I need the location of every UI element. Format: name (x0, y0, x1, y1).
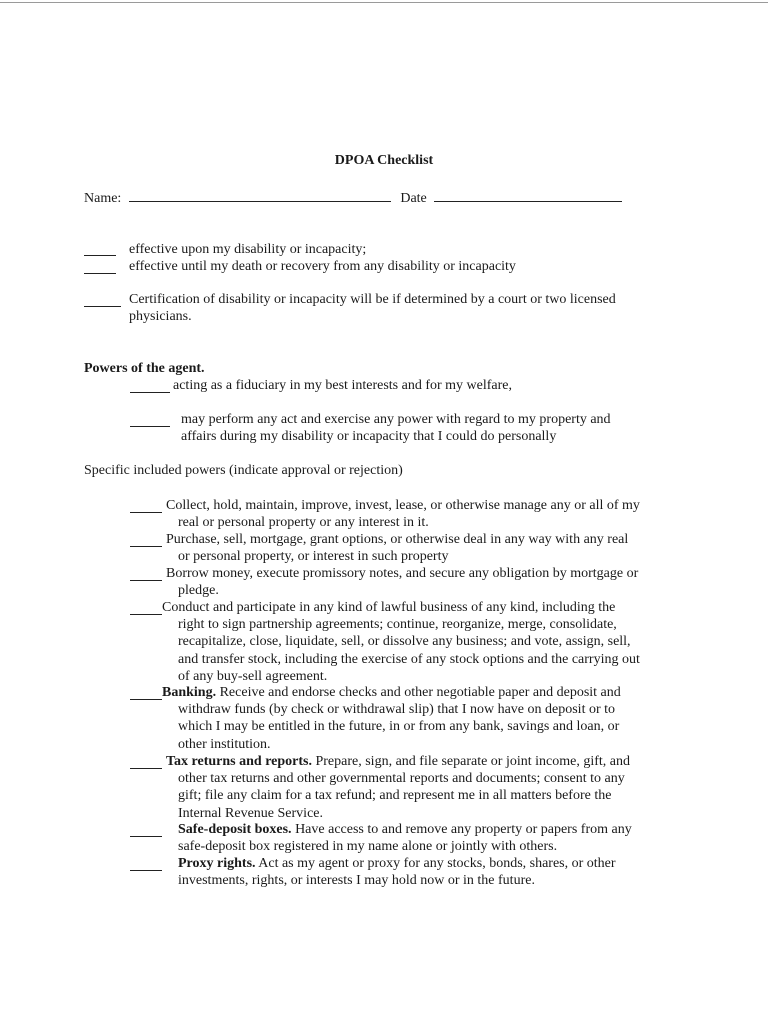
date-label: Date (400, 191, 427, 206)
specific-item-proxy-rights: Proxy rights. Act as my agent or proxy for any stocks, bonds, shares, or other investments, rights, or interests I may hold now or in the future. (178, 856, 616, 889)
effective-option-2: effective until my death or recovery from any disability or incapacity (129, 259, 516, 274)
powers-heading: Powers of the agent. (84, 361, 205, 376)
check-blank-specific-6[interactable] (130, 768, 162, 769)
check-blank-specific-3[interactable] (130, 580, 162, 581)
effective-option-1: effective upon my disability or incapacity; (129, 242, 367, 257)
date-blank[interactable] (434, 188, 622, 202)
check-blank-specific-2[interactable] (130, 546, 162, 547)
specific-item-purchase-sell: Purchase, sell, mortgage, grant options, or otherwise deal in any way with any real or personal property, or interest in such property (166, 532, 629, 565)
specific-item-tax-returns: Tax returns and reports. Prepare, sign, and file separate or joint income, gift, and other tax returns and other governmental reports and documents; consent to any gift; file any claim for a tax refund; and represent me in all matters before the Internal Revenue Service. (166, 754, 630, 821)
check-blank-specific-8[interactable] (130, 870, 162, 871)
power-fiduciary: acting as a fiduciary in my best interests and for my welfare, (173, 378, 512, 393)
name-blank[interactable] (129, 188, 391, 202)
check-blank-specific-1[interactable] (130, 512, 162, 513)
certification-text: Certification of disability or incapacity will be if determined by a court or two licensed physicians. (129, 292, 616, 325)
check-blank-specific-4[interactable] (130, 614, 162, 615)
specific-item-borrow-money: Borrow money, execute promissory notes, and secure any obligation by mortgage or pledge. (166, 566, 639, 599)
check-blank-certification[interactable] (84, 306, 121, 307)
specific-item-banking: Banking. Receive and endorse checks and other negotiable paper and deposit and withdraw funds (by check or withdrawal slip) that I now have on deposit or to which I may be entitled in the future, in or from any bank, savings and loan, or other institution. (162, 685, 621, 752)
power-perform-act: may perform any act and exercise any power with regard to my property and affairs during my disability or incapacity that I could do personally (181, 412, 611, 445)
check-blank-specific-5[interactable] (130, 699, 162, 700)
name-label: Name: (84, 191, 122, 206)
specific-item-safe-deposit: Safe-deposit boxes. Have access to and remove any property or papers from any safe-deposit box registered in my name alone or jointly with others. (178, 822, 632, 855)
page-title: DPOA Checklist (334, 153, 434, 168)
check-blank-effective-2[interactable] (84, 273, 116, 274)
check-blank-fiduciary[interactable] (130, 392, 170, 393)
specific-heading: Specific included powers (indicate approval or rejection) (84, 463, 403, 478)
specific-item-manage-property: Collect, hold, maintain, improve, invest, lease, or otherwise manage any or all of my real or personal property or any interest in it. (166, 498, 640, 531)
specific-item-business: Conduct and participate in any kind of lawful business of any kind, including the right to sign partnership agreements; continue, reorganize, merge, consolidate, recapitalize, close, liquidate, sell, or dissolve any business; and vote, assign, sell, and transfer stock, including the exercise of any stock options and the carrying out of any buy-sell agreement. (162, 600, 640, 684)
check-blank-specific-7[interactable] (130, 836, 162, 837)
scan-top-edge (0, 2, 768, 3)
check-blank-effective-1[interactable] (84, 255, 116, 256)
check-blank-perform-act[interactable] (130, 426, 170, 427)
name-row (84, 188, 622, 207)
